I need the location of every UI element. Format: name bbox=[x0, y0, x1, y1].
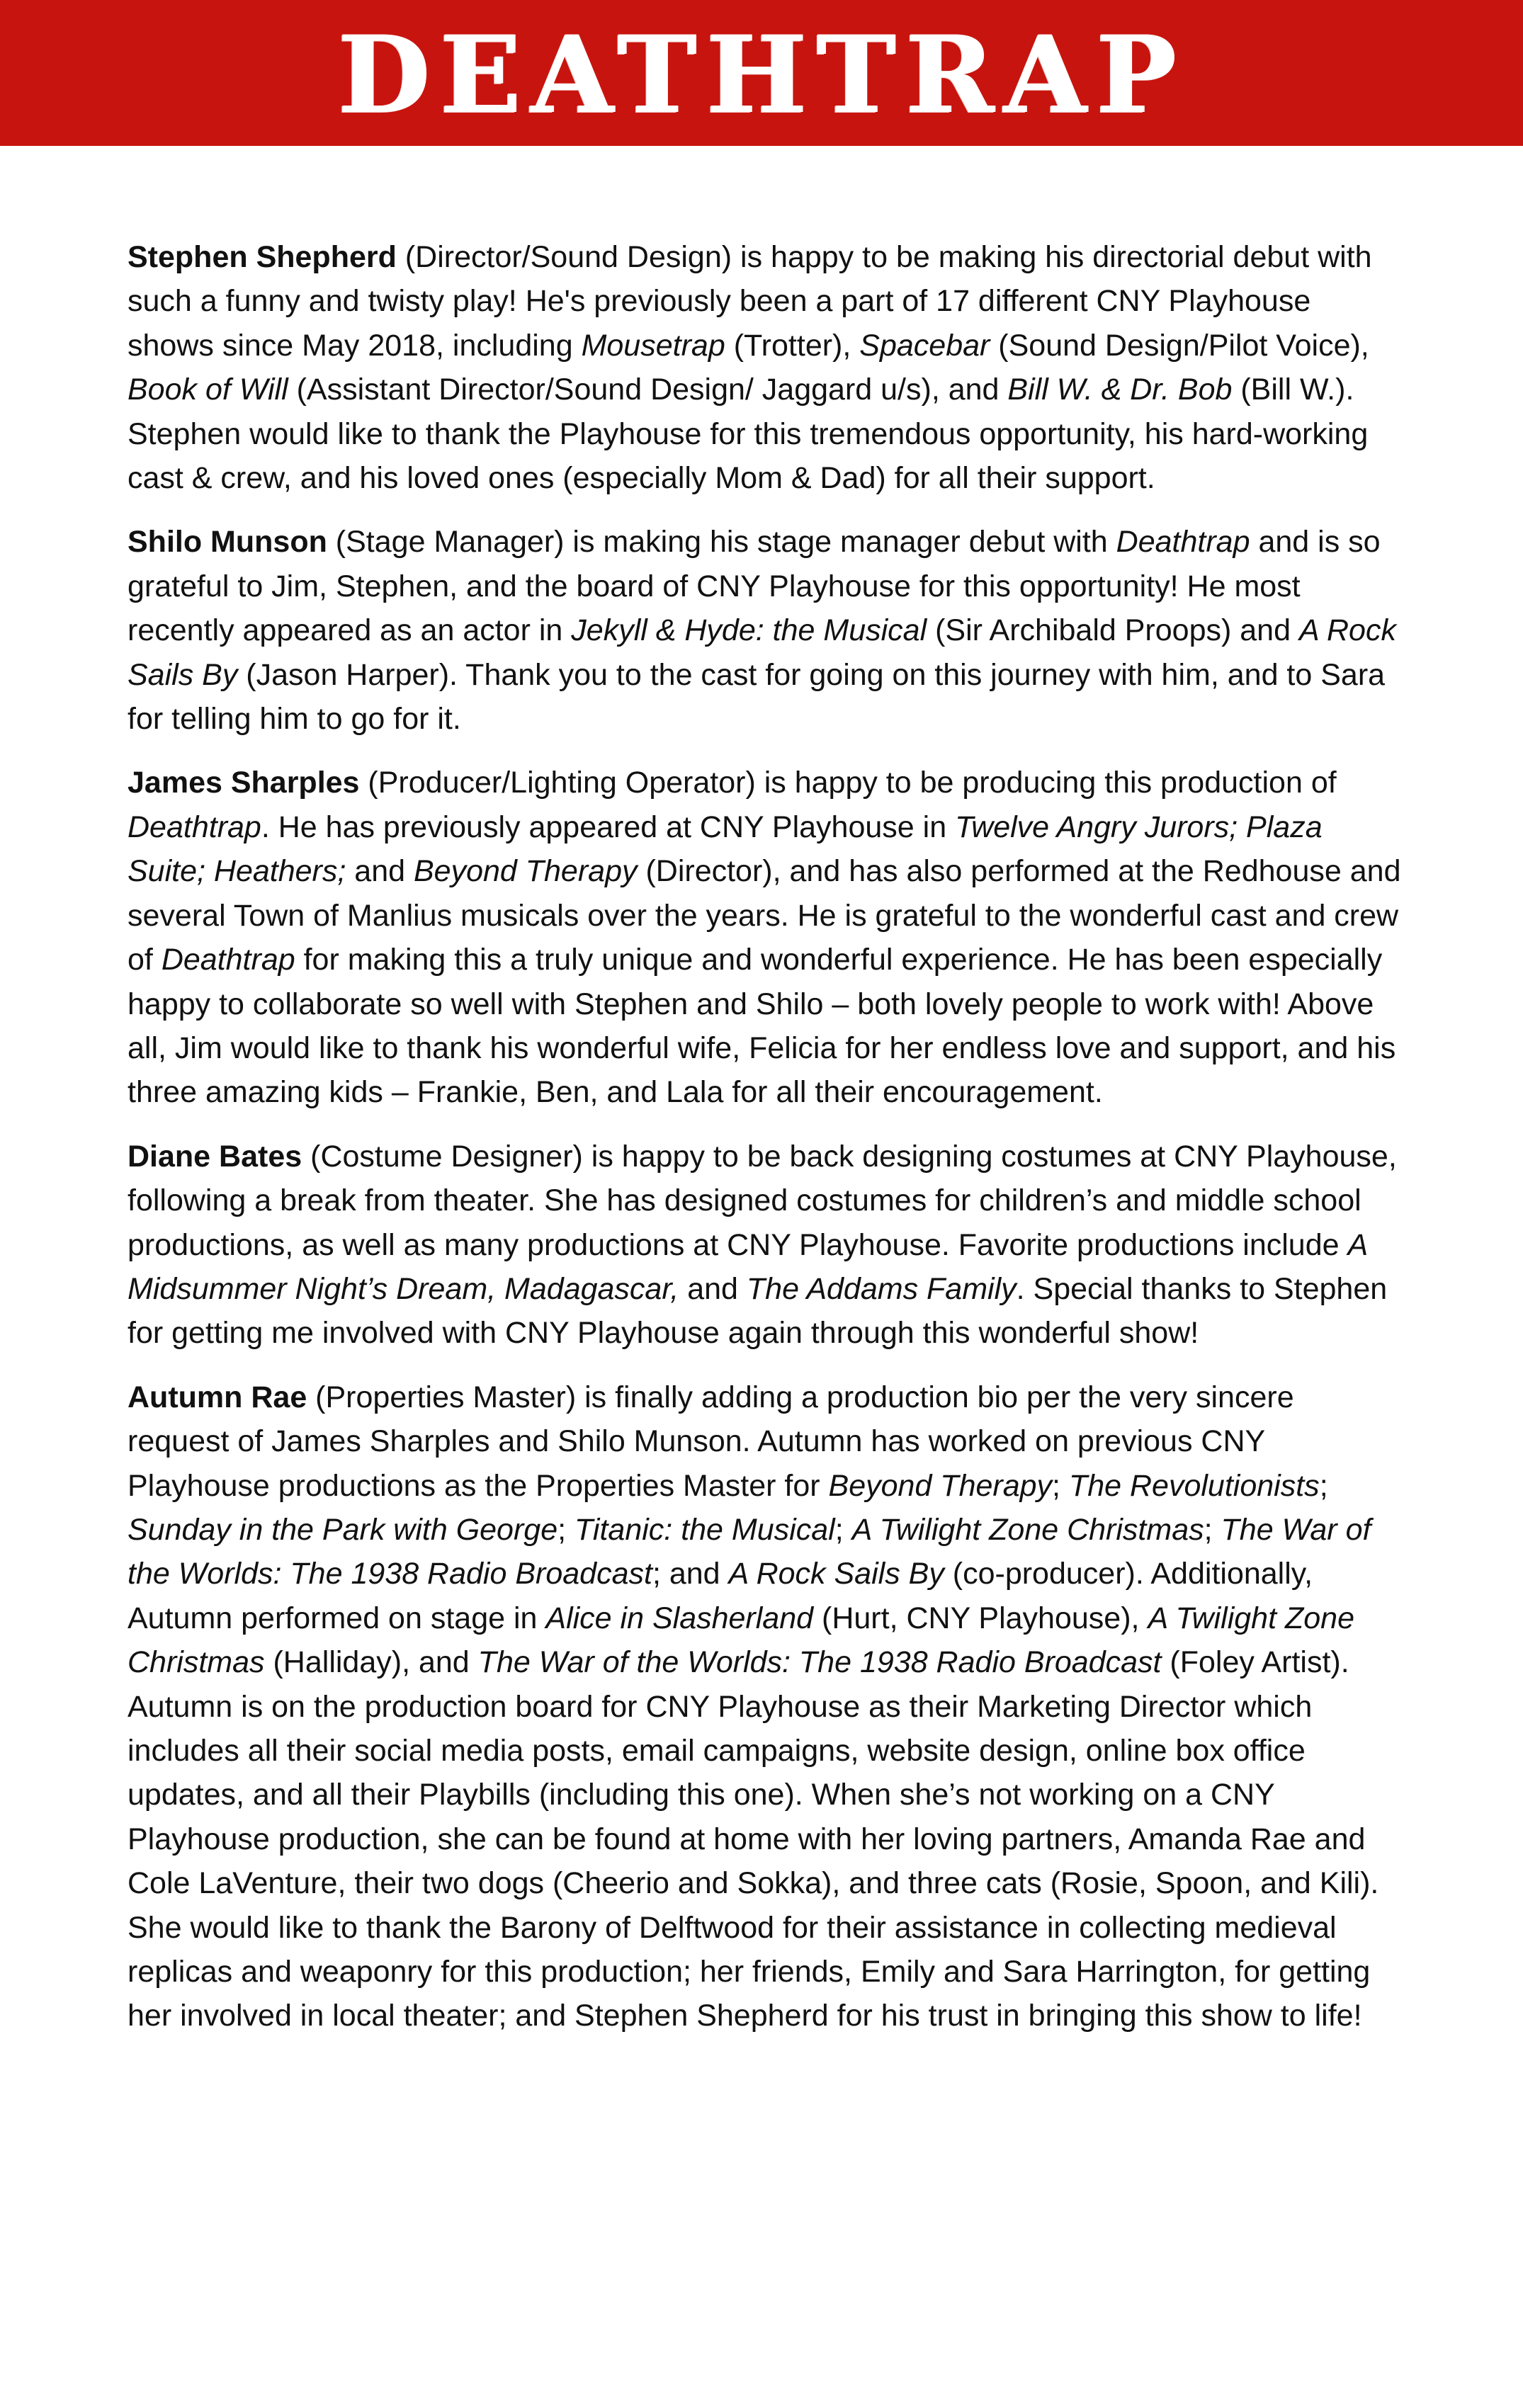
bio-text: and bbox=[679, 1271, 747, 1306]
bio-name: Stephen Shepherd bbox=[128, 240, 397, 274]
bio-production-title: Titanic: the Musical bbox=[574, 1512, 835, 1547]
bio-text: (Director), and has also performed at the Redhouse and several Town of Manlius musicals over the years. He is grateful to the wonderful cast and crew of bbox=[128, 854, 1401, 977]
bio-text: (Properties Master) is finally adding a production bio per the very sincere request of James Sharples and Shilo Munson. Autumn has worked on previous CNY Playhouse productions as the Properties Master for bbox=[128, 1380, 1294, 1503]
bio-text: ; bbox=[557, 1512, 575, 1547]
bio-text: (co-producer). Additionally, Autumn performed on stage in bbox=[128, 1557, 1313, 1635]
bio-text: (Stage Manager) is making his stage manager debut with bbox=[327, 525, 1116, 560]
bio-text: (Trotter), bbox=[725, 328, 860, 363]
bio-text: (Costume Designer) is happy to be back designing costumes at CNY Playhouse, following a break from theater. She has designed costumes for children’s and middle school productions, as well as many productions at CNY Playhouse. Favorite productions include bbox=[128, 1139, 1397, 1262]
bio-text: (Sound Design/Pilot Voice), bbox=[990, 328, 1369, 363]
bio-production-title: A Twilight Zone Christmas bbox=[851, 1512, 1204, 1547]
bio-text: for making this a truly unique and wonderful experience. He has been especially happy to collaborate so well with Stephen and Shilo – both lovely people to work with! Above all, Jim would like to thank his wonderful wife, Felicia for her endless love and support, and his three amazing kids – Frankie, Ben, and Lala for all their encouragement. bbox=[128, 943, 1396, 1110]
bio-production-title: Alice in Slasherland bbox=[545, 1601, 814, 1635]
bio-name: Autumn Rae bbox=[128, 1380, 307, 1414]
bios-section bbox=[128, 235, 1403, 2058]
bio-paragraph bbox=[128, 520, 1403, 741]
bio-production-title: Spacebar bbox=[859, 328, 990, 363]
bio-production-title: Deathtrap bbox=[161, 943, 295, 977]
bio-production-title: A Rock Sails By bbox=[128, 613, 1396, 692]
bio-text: (Assistant Director/Sound Design/ Jaggard u/s), and bbox=[288, 373, 1008, 407]
bio-text: . Special thanks to Stephen for getting me involved with CNY Playhouse again through this wonderful show! bbox=[128, 1271, 1388, 1351]
bio-production-title: The Revolutionists bbox=[1068, 1468, 1320, 1503]
bio-text: (Hurt, CNY Playhouse), bbox=[813, 1601, 1148, 1635]
bio-production-title: Sunday in the Park with George bbox=[128, 1512, 558, 1547]
bio-name: Shilo Munson bbox=[128, 525, 327, 560]
bio-text: (Halliday), and bbox=[264, 1645, 478, 1680]
page-title: DEATHTRAP bbox=[337, 13, 1186, 137]
bio-text: (Foley Artist). Autumn is on the production board for CNY Playhouse as their Marketing Director which includes all their social media posts, email campaigns, website design, online box office updates, and all their Playbills (including this one). When she’s not working on a CNY Playhouse production, she can be found at home with her loving partners, Amanda Rae and Cole LaVenture, their two dogs (Cheerio and Sokka), and three cats (Rosie, Spoon, and Kili). She would like to thank the Barony of Delftwood for their assistance in collecting medieval replicas and weaponry for this production; her friends, Emily and Sara Harrington, for getting her involved in local theater; and Stephen Shepherd for his trust in bringing this show to life! bbox=[128, 1645, 1379, 2033]
bio-text: ; bbox=[834, 1512, 852, 1547]
bio-text: . He has previously appeared at CNY Playhouse in bbox=[261, 810, 956, 844]
bio-text: (Jason Harper). Thank you to the cast for going on this journey with him, and to Sara for telling him to go for it. bbox=[128, 657, 1386, 737]
bio-text: (Sir Archibald Proops) and bbox=[927, 613, 1299, 648]
bio-production-title: Deathtrap bbox=[1116, 525, 1250, 560]
bio-paragraph bbox=[128, 1375, 1403, 2038]
bio-production-title: Deathtrap bbox=[128, 810, 261, 844]
bio-paragraph bbox=[128, 761, 1403, 1114]
bio-production-title: A Rock Sails By bbox=[728, 1557, 944, 1591]
bio-production-title: Twelve Angry Jurors; Plaza Suite; Heathers; bbox=[128, 810, 1323, 889]
bio-production-title: Jekyll & Hyde: the Musical bbox=[571, 613, 927, 648]
bio-production-title: Bill W. & Dr. Bob bbox=[1007, 373, 1233, 407]
bio-name: Diane Bates bbox=[128, 1139, 302, 1174]
title-banner bbox=[0, 0, 1523, 146]
bio-production-title: Beyond Therapy bbox=[413, 854, 638, 889]
bio-text: ; bbox=[1052, 1468, 1069, 1503]
bio-text: and is so grateful to Jim, Stephen, and the board of CNY Playhouse for this opportunity! He most recently appeared as an actor in bbox=[128, 525, 1381, 648]
bio-production-title: Mousetrap bbox=[581, 328, 725, 363]
bio-name: James Sharples bbox=[128, 766, 360, 800]
bio-text: ; and bbox=[652, 1557, 729, 1591]
bio-text: ; bbox=[1204, 1512, 1221, 1547]
bio-production-title: The War of the Worlds: The 1938 Radio Broadcast bbox=[477, 1645, 1162, 1680]
bio-paragraph bbox=[128, 1135, 1403, 1356]
bio-text: and bbox=[346, 854, 414, 889]
bio-production-title: Book of Will bbox=[128, 373, 288, 407]
bio-text: (Director/Sound Design) is happy to be making his directorial debut with such a funny and twisty play! He's previously been a part of 17 different CNY Playhouse shows since May 2018, including bbox=[128, 240, 1372, 363]
bio-text: (Producer/Lighting Operator) is happy to be producing this production of bbox=[359, 766, 1337, 800]
bio-paragraph bbox=[128, 235, 1403, 500]
bio-text: ; bbox=[1319, 1468, 1328, 1503]
bio-production-title: Beyond Therapy bbox=[828, 1468, 1053, 1503]
bio-production-title: A Twilight Zone Christmas bbox=[128, 1601, 1354, 1680]
bio-text: (Bill W.). Stephen would like to thank the Playhouse for this tremendous opportunity, his hard-working cast & crew, and his loved ones (especially Mom & Dad) for all their support. bbox=[128, 373, 1369, 496]
bio-production-title: The Addams Family bbox=[746, 1271, 1017, 1306]
bio-production-title: The War of the Worlds: The 1938 Radio Broadcast bbox=[128, 1512, 1371, 1591]
bio-production-title: A Midsummer Night’s Dream, Madagascar, bbox=[128, 1227, 1367, 1306]
